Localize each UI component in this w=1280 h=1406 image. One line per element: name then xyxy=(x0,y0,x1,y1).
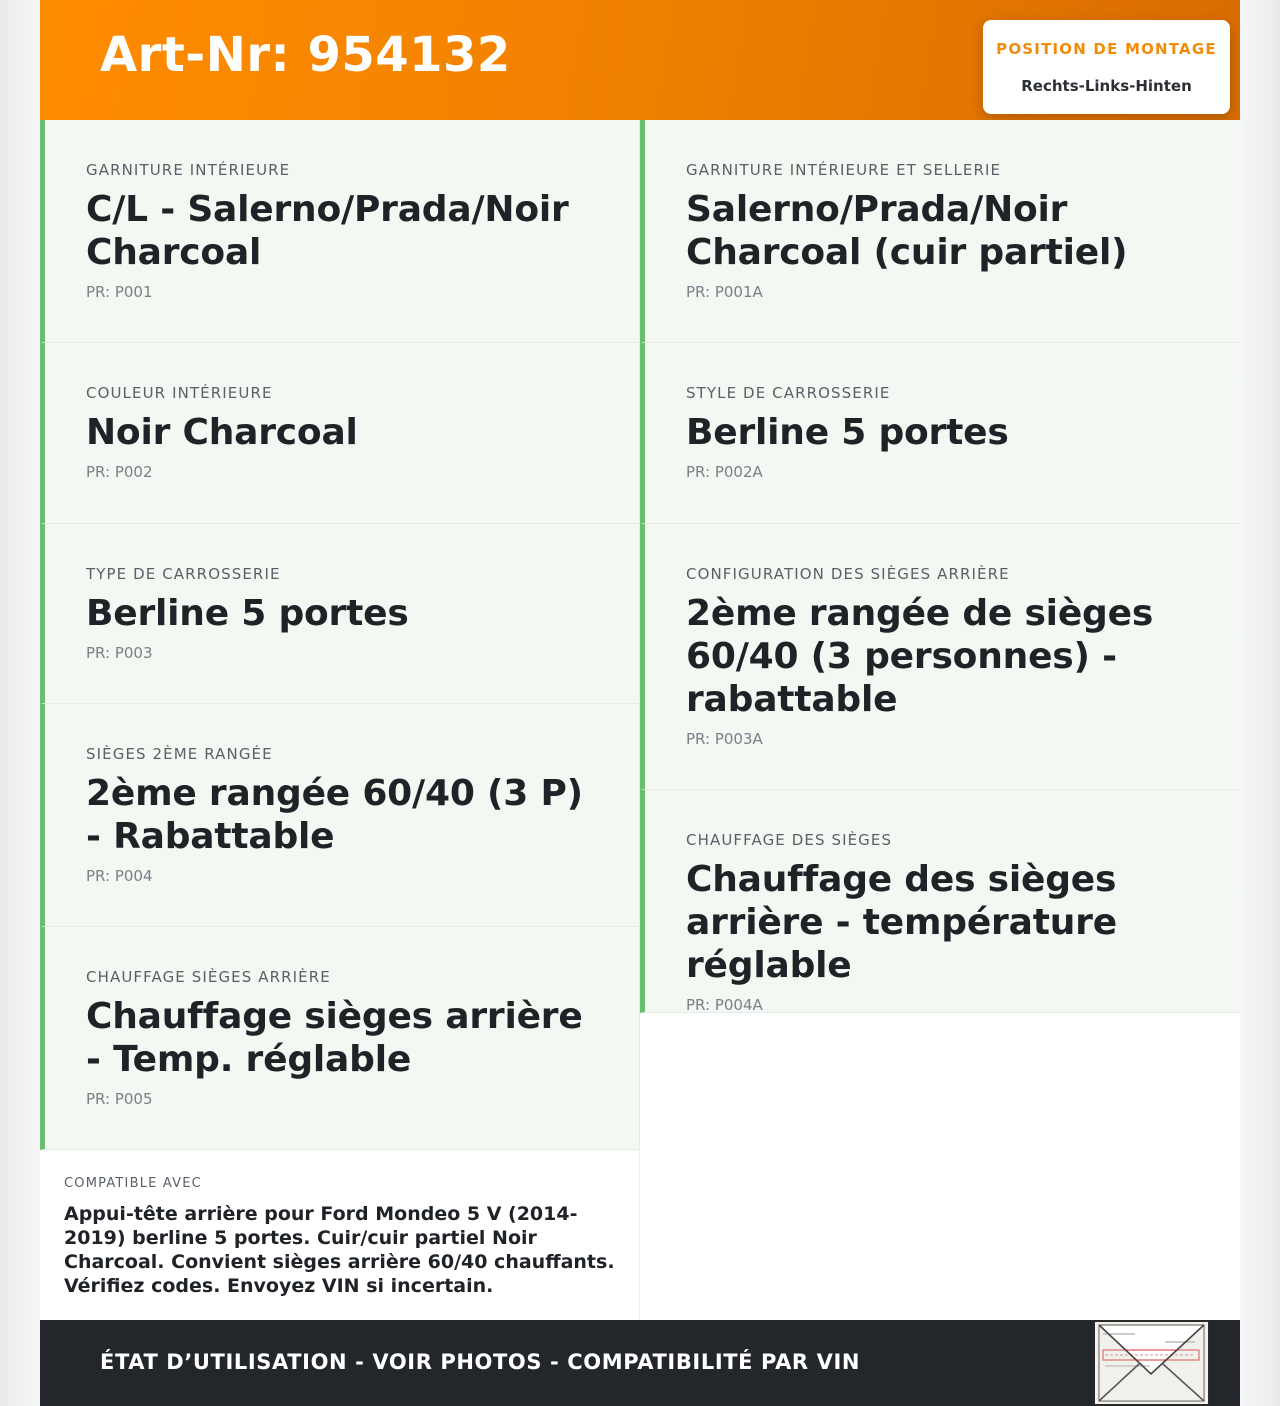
product-sheet xyxy=(40,0,1240,1406)
compatibility-text: Appui-tête arrière pour Ford Mondeo 5 V (2014-2019) berline 5 portes. Cuir/cuir partiel Noir Charcoal. Convient sièges arrière 60/40 chauffants. Vérifiez codes. Envoyez VIN si incertain. xyxy=(64,1203,615,1297)
header-bar xyxy=(40,0,1240,120)
spec-column-left xyxy=(40,120,640,1150)
spec-label: GARNITURE INTÉRIEURE xyxy=(86,161,291,179)
footer-notice: ÉTAT D’UTILISATION - VOIR PHOTOS - COMPATIBILITÉ PAR VIN xyxy=(100,1350,861,1374)
spec-value: 2ème rangée de sièges 60/40 (3 personnes) - rabattable xyxy=(686,593,1154,720)
spec-value: Noir Charcoal xyxy=(86,412,358,453)
spec-card xyxy=(640,343,1240,524)
spec-pr-code: PR: P004A xyxy=(686,996,763,1014)
spec-label: SIÈGES 2ÈME RANGÉE xyxy=(86,745,273,763)
spec-value: Salerno/Prada/Noir Charcoal (cuir partiel) xyxy=(686,189,1128,273)
spec-pr-code: PR: P002 xyxy=(86,463,153,481)
footer-bar xyxy=(40,1320,1240,1406)
spec-card xyxy=(640,790,1240,1013)
spec-value: Berline 5 portes xyxy=(86,593,409,634)
spec-card xyxy=(40,343,640,524)
spec-label: TYPE DE CARROSSERIE xyxy=(86,565,281,583)
spec-card xyxy=(640,524,1240,790)
envelope-letter-icon xyxy=(1093,1320,1210,1406)
spec-label: STYLE DE CARROSSERIE xyxy=(686,384,891,402)
spec-label: CHAUFFAGE DES SIÈGES xyxy=(686,831,893,849)
spec-label: GARNITURE INTÉRIEURE ET SELLERIE xyxy=(686,161,1002,179)
spec-card xyxy=(40,927,640,1150)
spec-pr-code: PR: P001 xyxy=(86,283,153,301)
spec-pr-code: PR: P002A xyxy=(686,463,763,481)
spec-pr-code: PR: P005 xyxy=(86,1090,153,1108)
spec-pr-code: PR: P003A xyxy=(686,730,763,748)
mounting-position-value: Rechts-Links-Hinten xyxy=(1021,77,1192,95)
spec-label: CONFIGURATION DES SIÈGES ARRIÈRE xyxy=(686,565,1010,583)
mounting-position-title: POSITION DE MONTAGE xyxy=(996,40,1217,58)
spec-value: Chauffage des sièges arrière - température réglable xyxy=(686,859,1117,986)
spec-card xyxy=(40,524,640,704)
envelope-letter-graphic xyxy=(1095,1322,1208,1404)
spec-label: COULEUR INTÉRIEURE xyxy=(86,384,273,402)
compatibility-section xyxy=(40,1150,640,1320)
spec-value: C/L - Salerno/Prada/Noir Charcoal xyxy=(86,189,569,273)
spec-card xyxy=(40,704,640,927)
spec-pr-code: PR: P003 xyxy=(86,644,153,662)
spec-value: 2ème rangée 60/40 (3 P) - Rabattable xyxy=(86,773,583,857)
spec-value: Chauffage sièges arrière - Temp. réglable xyxy=(86,996,583,1080)
spec-pr-code: PR: P004 xyxy=(86,867,153,885)
spec-label: CHAUFFAGE SIÈGES ARRIÈRE xyxy=(86,968,331,986)
compatibility-label: COMPATIBLE AVEC xyxy=(64,1176,202,1191)
spec-value: Berline 5 portes xyxy=(686,412,1009,453)
spec-card xyxy=(640,120,1240,343)
mounting-position-card xyxy=(983,20,1230,114)
spec-pr-code: PR: P001A xyxy=(686,283,763,301)
article-number: Art-Nr: 954132 xyxy=(100,27,511,83)
spec-card xyxy=(40,120,640,343)
spec-column-right xyxy=(640,120,1240,1013)
